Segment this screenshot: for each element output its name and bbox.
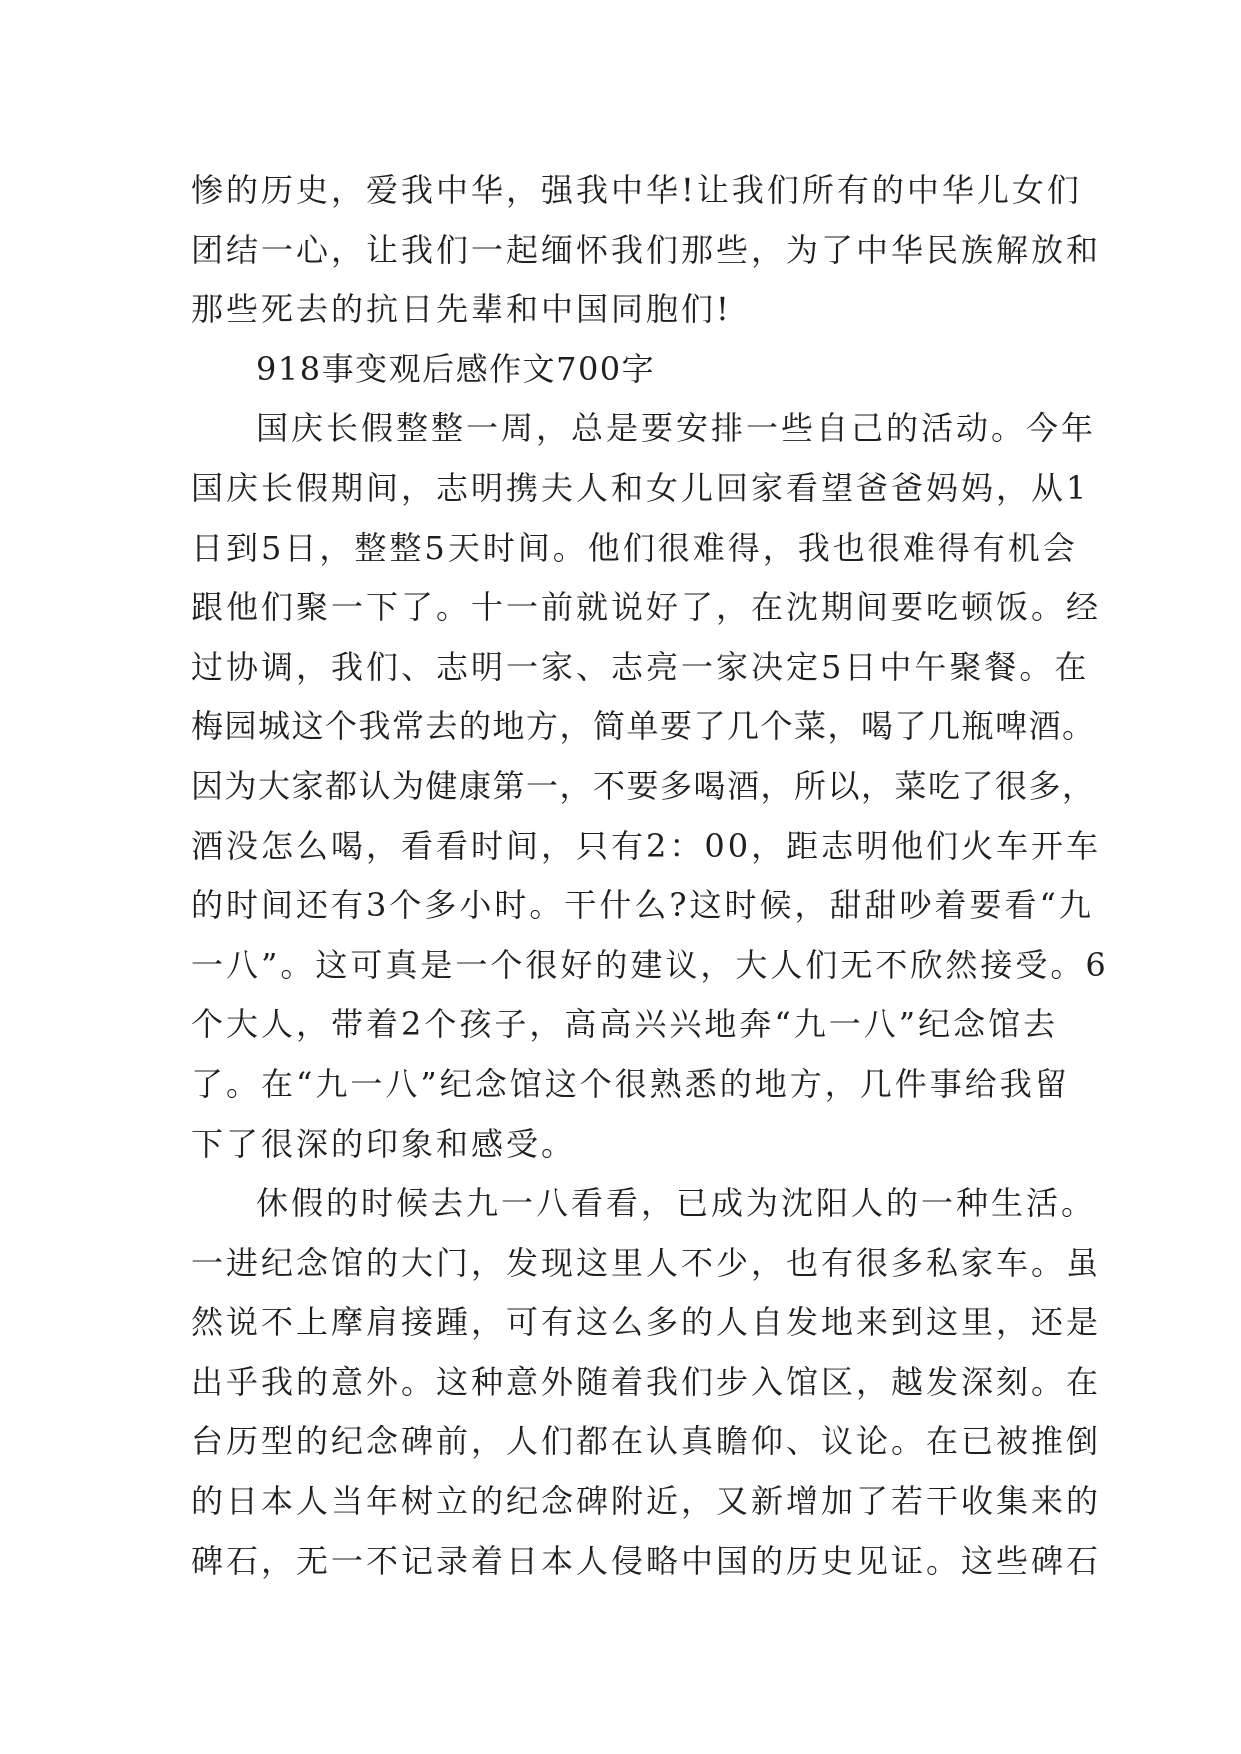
text-line: 因为大家都认为健康第一，不要多喝酒，所以，菜吃了很多， <box>191 766 1096 805</box>
text-line: 跟他们聚一下了。十一前就说好了，在沈期间要吃顿饭。经 <box>191 588 1102 627</box>
text-line: 惨的历史，爱我中华，强我中华!让我们所有的中华儿女们 <box>191 171 1082 209</box>
document-body <box>191 161 1109 1591</box>
text-line: 然说不上摩肩接踵，可有这么多的人自发地来到这里，还是 <box>191 1303 1102 1342</box>
text-line: 酒没怎么喝，看看时间，只有2：00，距志明他们火车开车 <box>191 826 1102 865</box>
text-line: 一八”。这可真是一个很好的建议，大人们无不欣然接受。6 <box>191 945 1109 984</box>
text-line: 个大人，带着2个孩子，高高兴兴地奔“九一八”纪念馆去 <box>191 1005 1059 1044</box>
paragraph-start-line: 国庆长假整整一周，总是要安排一些自己的活动。今年 <box>256 409 1097 448</box>
text-line: 台历型的纪念碑前，人们都在认真瞻仰、议论。在已被推倒 <box>191 1422 1102 1461</box>
paragraph-start-line: 休假的时候去九一八看看，已成为沈阳人的一种生活。 <box>256 1184 1097 1223</box>
text-line: 梅园城这个我常去的地方，简单要了几个菜，喝了几瓶啤酒。 <box>191 707 1096 746</box>
text-line: 过协调，我们、志明一家、志亮一家决定5日中午聚餐。在 <box>191 647 1090 686</box>
text-line: 下了很深的印象和感受。 <box>191 1124 577 1163</box>
text-line: 那些死去的抗日先辈和中国同胞们! <box>191 290 732 329</box>
text-line: 团结一心，让我们一起缅怀我们那些，为了中华民族解放和 <box>191 230 1102 269</box>
text-line: 碑石，无一不记录着日本人侵略中国的历史见证。这些碑石 <box>191 1541 1102 1580</box>
article-title: 918事变观后感作文700字 <box>256 349 656 388</box>
text-line: 的时间还有3个多小时。干什么?这时候，甜甜吵着要看“九 <box>191 886 1094 925</box>
text-line: 了。在“九一八”纪念馆这个很熟悉的地方，几件事给我留 <box>191 1064 1070 1103</box>
text-line: 国庆长假期间，志明携夫人和女儿回家看望爸爸妈妈，从1 <box>191 468 1090 507</box>
text-line: 出乎我的意外。这种意外随着我们步入馆区，越发深刻。在 <box>191 1362 1102 1401</box>
text-line: 日到5日，整整5天时间。他们很难得，我也很难得有机会 <box>191 528 1078 567</box>
text-line: 的日本人当年树立的纪念碑附近，又新增加了若干收集来的 <box>191 1482 1102 1521</box>
text-line: 一进纪念馆的大门，发现这里人不少，也有很多私家车。虽 <box>191 1243 1102 1282</box>
